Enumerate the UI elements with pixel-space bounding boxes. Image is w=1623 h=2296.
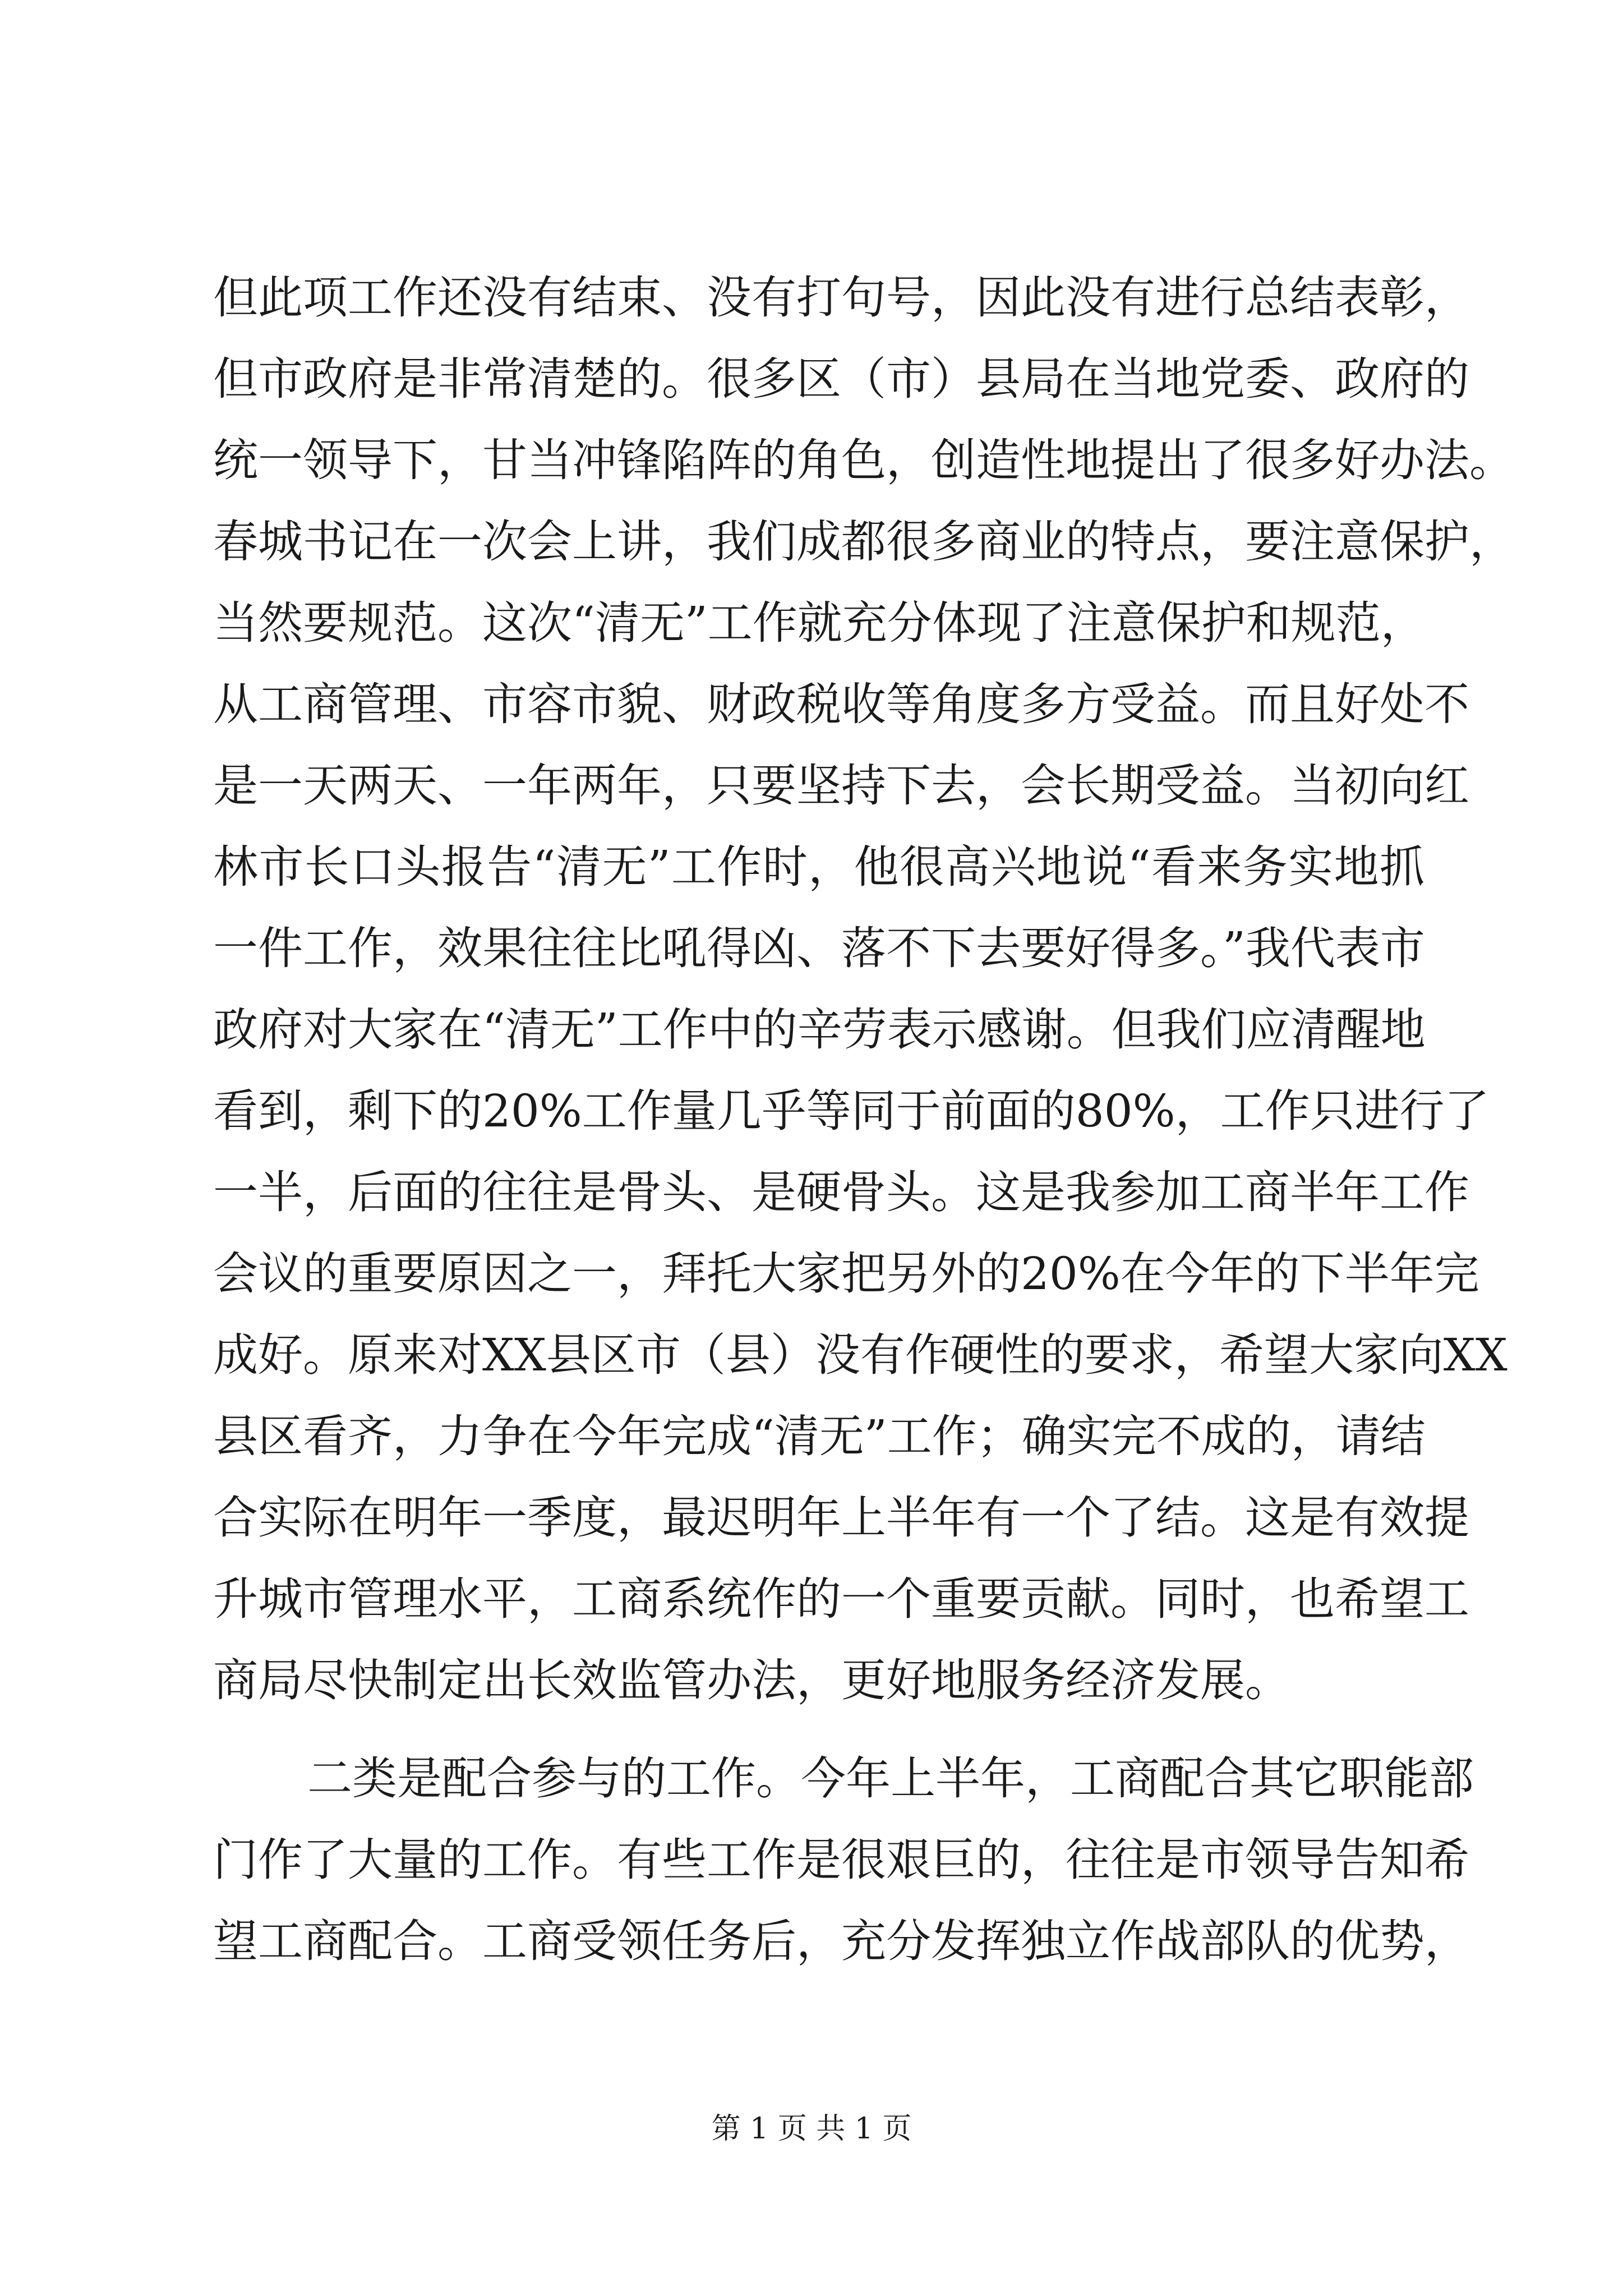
paragraph-1-line: 商局尽快制定出长效监管办法，更好地服务经济发展。 (213, 1654, 1290, 1706)
body-text (213, 257, 1514, 1982)
paragraph-2-line: 望工商配合。工商受领任务后，充分发挥独立作战部队的优势， (213, 1915, 1469, 1967)
paragraph-1-line: 看到，剩下的20%工作量几乎等同于前面的80%，工作只进行了 (213, 1085, 1490, 1137)
paragraph-1-line: 一件工作，效果往往比吼得凶、落不下去要好得多。”我代表市 (213, 922, 1425, 974)
paragraph-2-line: 门作了大量的工作。有些工作是很艰巨的，往往是市领导告知希 (213, 1834, 1469, 1886)
page-footer: 第 1 页 共 1 页 (711, 2112, 912, 2146)
paragraph-1-line: 政府对大家在“清无”工作中的辛劳表示感谢。但我们应清醒地 (213, 1004, 1426, 1056)
paragraph-2-line: 二类是配合参与的工作。今年上半年，工商配合其它职能部 (307, 1752, 1474, 1805)
paragraph-1-line: 春城书记在一次会上讲，我们成都很多商业的特点，要注意保护， (213, 516, 1514, 568)
paragraph-1-line: 从工商管理、市容市貌、财政税收等角度多方受益。而且好处不 (213, 678, 1469, 730)
paragraph-1-line: 成好。原来对XX县区市（县）没有作硬性的要求，希望大家向XX (213, 1329, 1507, 1381)
paragraph-1-line: 统一领导下，甘当冲锋陷阵的角色，创造性地提出了很多好办法。 (213, 434, 1514, 486)
paragraph-1-line: 林市长口头报告“清无”工作时，他很高兴地说“看来务实地抓 (213, 841, 1424, 893)
paragraph-1-line: 会议的重要原因之一，拜托大家把另外的20%在今年的下半年完 (213, 1248, 1479, 1300)
paragraph-1-line: 合实际在明年一季度，最迟明年上半年有一个了结。这是有效提 (213, 1492, 1469, 1544)
paragraph-gap (213, 1721, 1424, 1738)
paragraph-1-line: 一半，后面的往往是骨头、是硬骨头。这是我参加工商半年工作 (213, 1166, 1469, 1218)
paragraph-1-line: 但此项工作还没有结束、没有打句号，因此没有进行总结表彰， (213, 272, 1469, 324)
paragraph-1-line: 当然要规范。这次“清无”工作就充分体现了注意保护和规范， (213, 597, 1426, 649)
paragraph-1-line: 升城市管理水平，工商系统作的一个重要贡献。同时，也希望工 (213, 1573, 1469, 1625)
paragraph-1-line: 是一天两天、一年两年，只要坚持下去，会长期受益。当初向红 (213, 760, 1469, 812)
paragraph-1-line: 但市政府是非常清楚的。很多区（市）县局在当地党委、政府的 (213, 353, 1469, 405)
paragraph-1-line: 县区看齐，力争在今年完成“清无”工作；确实完不成的，请结 (213, 1410, 1426, 1462)
